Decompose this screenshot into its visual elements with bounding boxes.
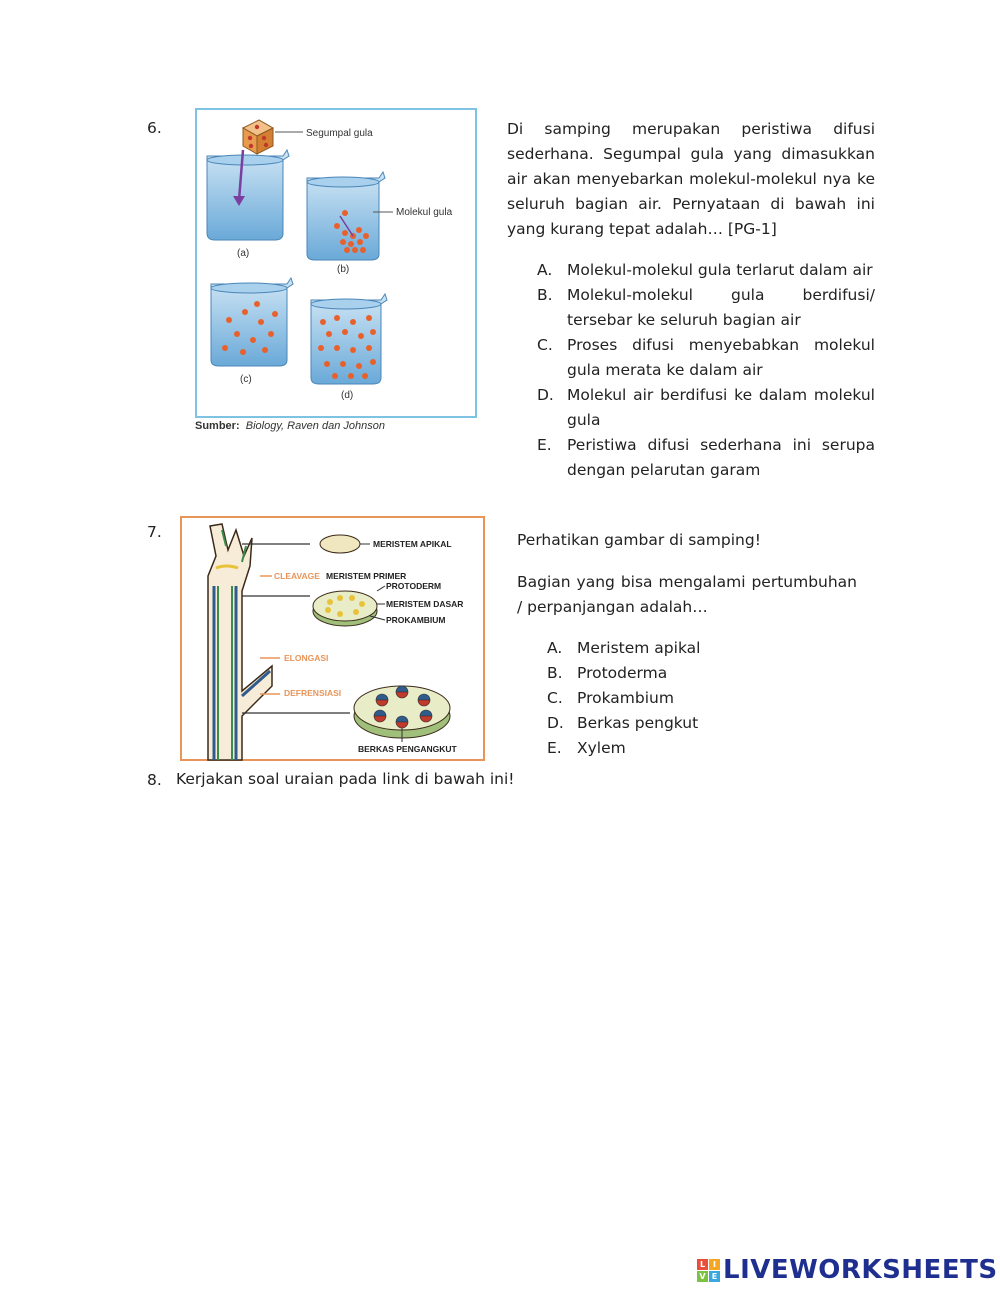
liveworksheets-logo[interactable] [697,1255,998,1285]
diffusion-figure [195,108,477,420]
meristem-primer-disc [313,591,377,626]
option-7d[interactable]: D. Berkas pengkut [547,714,699,732]
option-6d[interactable]: D. Molekul air berdifusi ke dalam molekul gula [537,386,875,429]
option-7a[interactable]: A. Meristem apikal [547,639,701,657]
source-label: Sumber: [195,420,240,432]
label-b: (b) [337,264,350,275]
logo-block-i: I [709,1259,720,1270]
option-7c[interactable]: C. Prokambium [547,689,674,707]
label-cleavage: CLEAVAGE [274,571,320,581]
option-6a[interactable]: A. Molekul-molekul gula terlarut dalam air [537,261,873,279]
label-d: (d) [341,390,354,401]
question-7-text1: Perhatikan gambar di samping! [517,531,761,549]
question-6-text: Di samping merupakan peristiwa difusi sederhana. Segumpal gula yang dimasukkan air akan menyebarkan molekul-molekul nya ke seluruh bagian air. Pernyataan di bawah ini yang kurang tepat adalah… [PG-1] [507,120,875,238]
source-text: Biology, Raven dan Johnson [245,420,385,432]
figure-source-caption [195,420,385,432]
beaker-d [311,294,387,384]
question-6-options [537,258,875,483]
label-defrensiasi: DEFRENSIASI [284,688,342,698]
label-berkas-pengangkut: BERKAS PENGANGKUT [358,744,457,754]
logo-text: LIVEWORKSHEETS [723,1255,998,1285]
logo-block-v: V [697,1271,708,1282]
beaker-a [207,150,289,240]
label-c: (c) [240,374,252,385]
logo-block-l: L [697,1259,708,1270]
label-meristem-primer: MERISTEM PRIMER [326,571,407,581]
label-elongasi: ELONGASI [284,653,329,663]
option-6e[interactable]: E. Peristiwa difusi sederhana ini serupa dengan pelarutan garam [537,436,875,479]
question-7-text2: Bagian yang bisa mengalami pertumbuhan / perpanjangan adalah… [517,573,857,616]
label-molekul-gula: Molekul gula [396,207,453,218]
question-7-number: 7. [147,523,162,541]
plant-meristem-figure [180,516,485,762]
question-7-options [547,636,867,761]
question-6-number: 6. [147,119,162,137]
option-6c[interactable]: C. Proses difusi menyebabkan molekul gula merata ke dalam air [537,336,875,379]
label-meristem-dasar: MERISTEM DASAR [386,599,464,609]
question-8-number: 8. [147,771,162,789]
option-7e[interactable]: E. Xylem [547,739,626,757]
question-8-text: Kerjakan soal uraian pada link di bawah ini! [176,770,515,788]
label-protoderm: PROTODERM [386,581,442,591]
label-prokambium: PROKAMBIUM [386,615,446,625]
beaker-c [211,278,293,366]
logo-block-e: E [709,1271,720,1282]
option-7b[interactable]: B. Protoderma [547,664,668,682]
logo-blocks-icon [697,1259,720,1282]
label-a: (a) [237,248,250,259]
option-6b[interactable]: B. Molekul-molekul gula berdifusi/ tersebar ke seluruh bagian air [537,286,875,329]
label-segumpal-gula: Segumpal gula [306,128,373,139]
label-meristem-apikal: MERISTEM APIKAL [373,539,452,549]
